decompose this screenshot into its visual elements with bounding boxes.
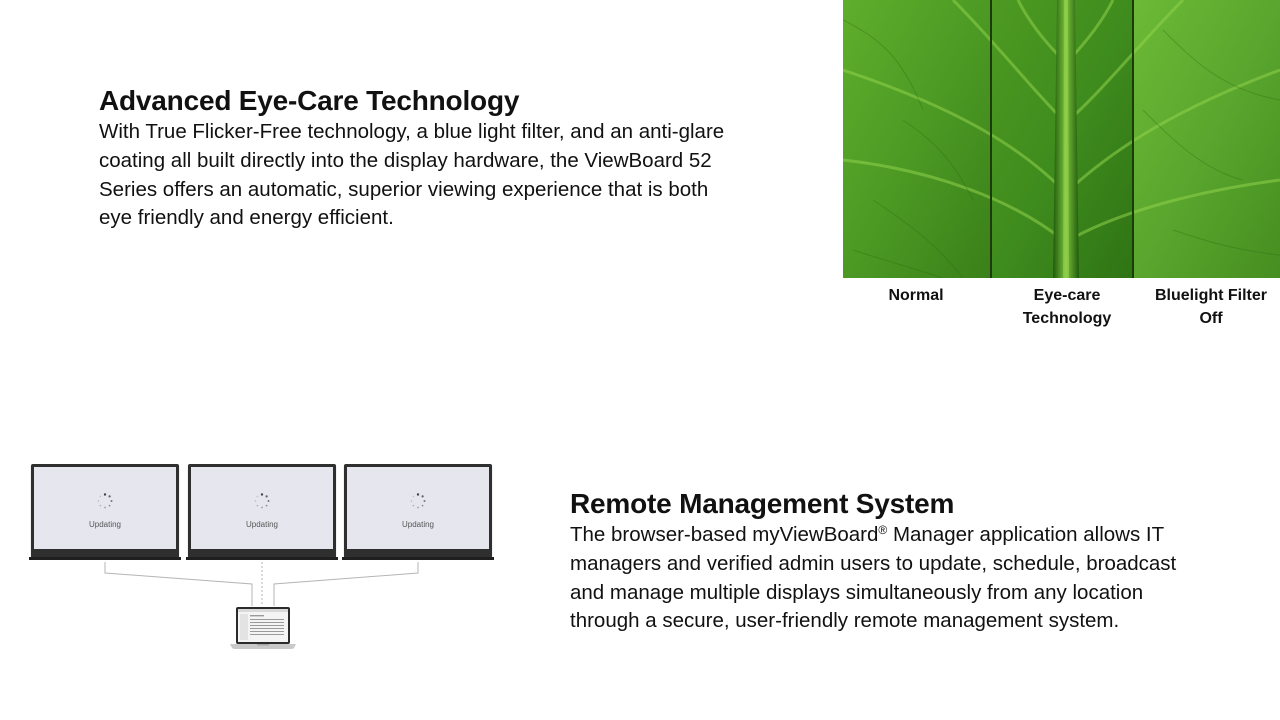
display-monitor	[344, 464, 492, 558]
display-monitor	[31, 464, 179, 558]
display-monitor	[188, 464, 336, 558]
monitor-screen	[347, 467, 489, 549]
eye-care-section	[99, 84, 729, 233]
laptop-icon	[228, 606, 298, 650]
display-network-diagram	[28, 460, 496, 655]
loading-spinner-icon	[97, 493, 113, 509]
loading-spinner-icon	[254, 493, 270, 509]
leaf-panel-normal	[843, 0, 990, 278]
label-normal: Normal	[888, 287, 944, 304]
updating-status: Updating	[401, 520, 435, 529]
label-bluelight-filter-off: Bluelight Filter Off	[1155, 287, 1267, 327]
leaf-comparison-image	[843, 0, 1280, 278]
remote-management-description	[570, 521, 1210, 636]
monitor-screen	[191, 467, 333, 549]
loading-spinner-icon	[410, 493, 426, 509]
updating-status: Updating	[245, 520, 279, 529]
eye-care-description: With True Flicker-Free technology, a blue light filter, and an anti-glare coating all built directly into the display hardware, the ViewBoard 52 Series offers an automatic, superior viewing experience that is both eye friendly and energy efficient.	[99, 120, 725, 230]
monitor-screen	[34, 467, 176, 549]
eye-care-heading: Advanced Eye-Care Technology	[99, 85, 520, 116]
remote-description-end: Manager application allows IT managers and verified admin users to update, schedule, broadcast and manage multiple displays simultaneously from any location through a secure, user-friendly remote management system.	[570, 523, 1177, 633]
remote-management-heading: Remote Management System	[570, 488, 955, 519]
remote-description-start: The browser-based myViewBoard	[570, 523, 879, 546]
remote-management-section	[570, 487, 1210, 636]
label-eye-care-technology: Eye-care Technology	[1022, 287, 1112, 327]
registered-mark: ®	[878, 523, 888, 537]
leaf-panel-bluelight	[1133, 0, 1280, 278]
updating-status: Updating	[88, 520, 122, 529]
